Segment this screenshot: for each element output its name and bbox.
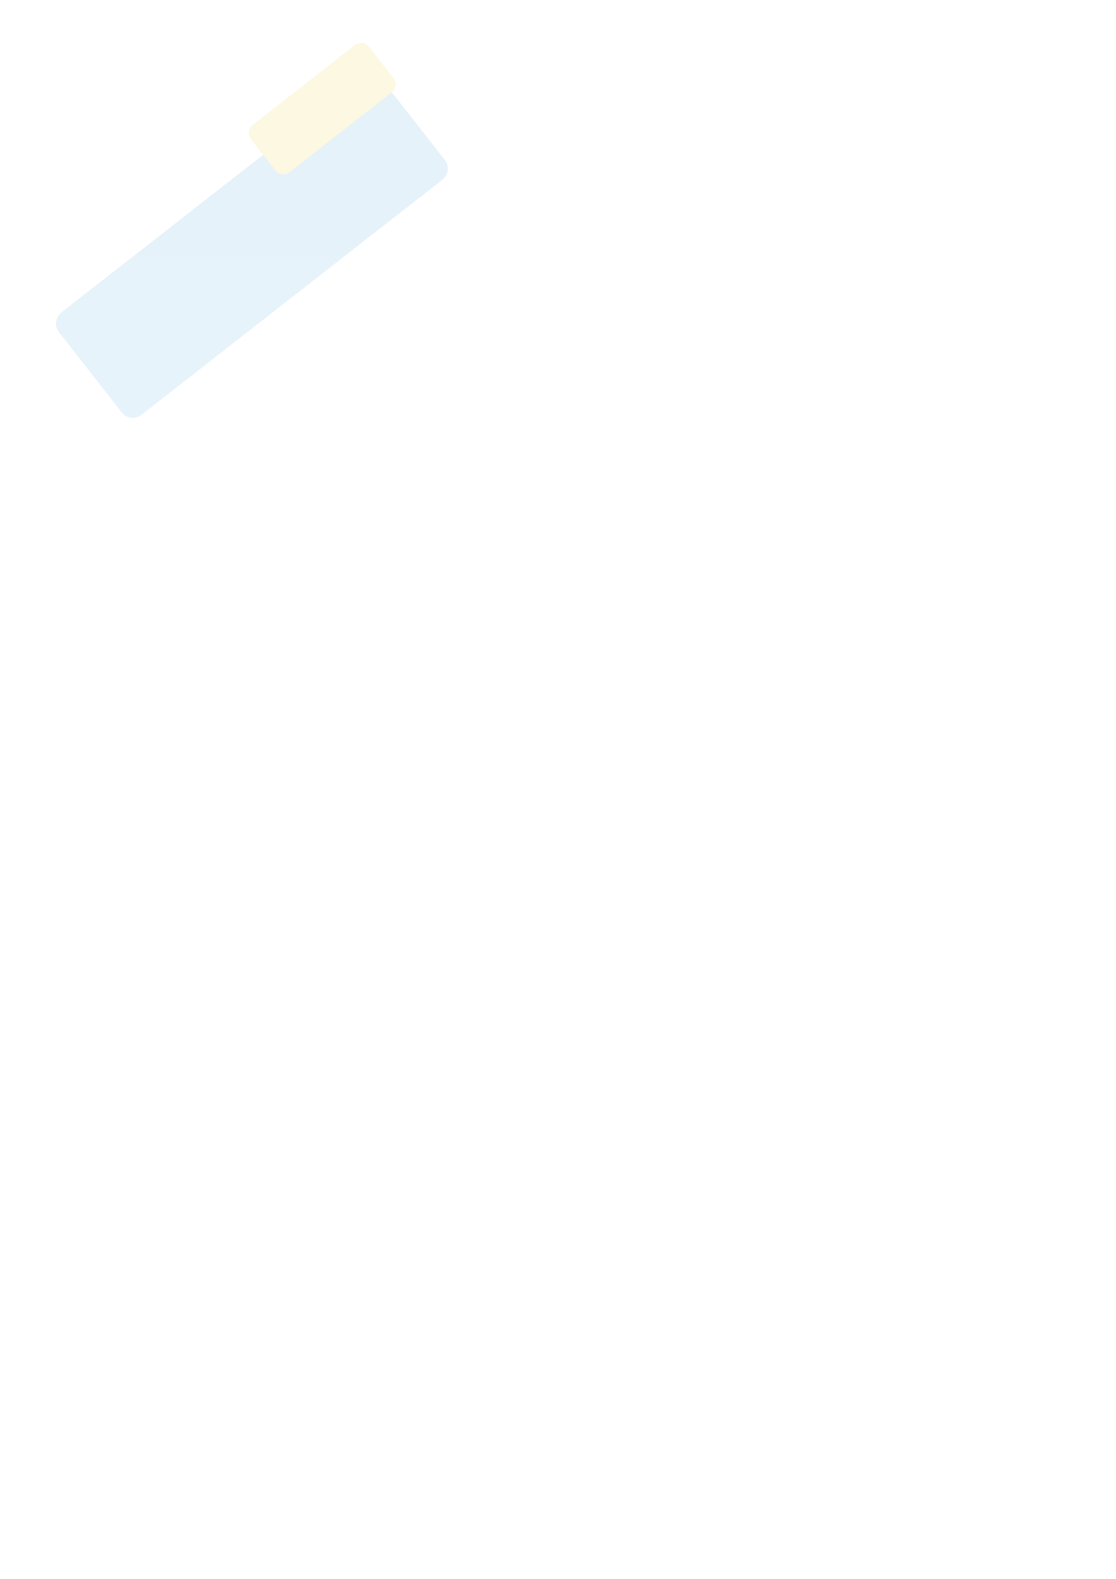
- document-body: [106, 134, 1011, 211]
- watermark-logo: [20, 40, 490, 460]
